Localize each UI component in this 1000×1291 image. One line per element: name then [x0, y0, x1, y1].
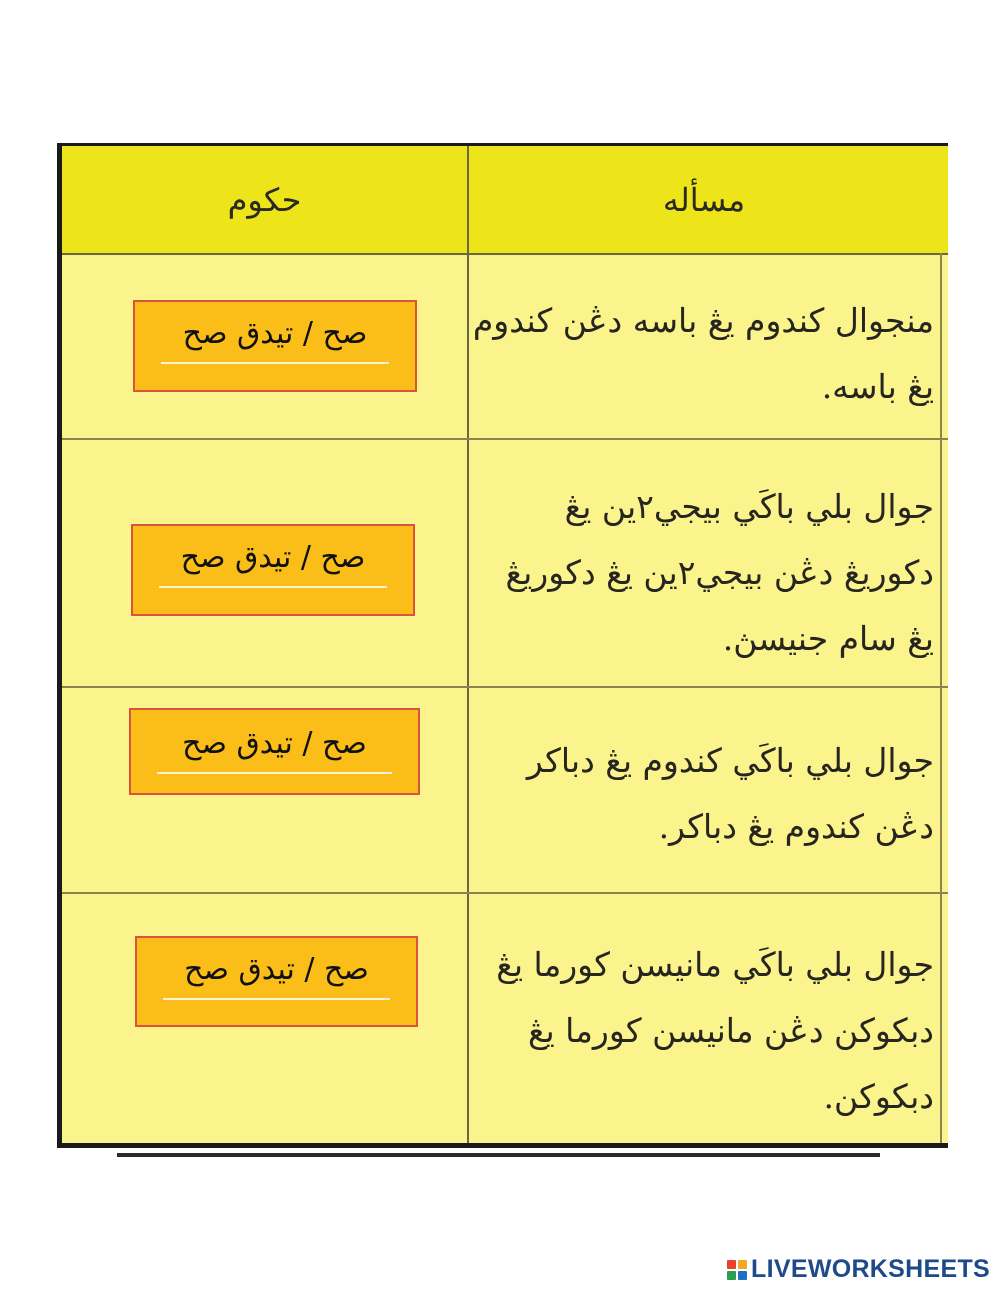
answer-choice-2[interactable]: صح / تيدق صح: [180, 540, 366, 575]
answer-choice-1[interactable]: صح / تيدق صح: [182, 316, 368, 351]
logo-icon: [727, 1260, 747, 1280]
logo-square: [727, 1260, 736, 1269]
row-divider: [62, 892, 948, 894]
question-1: منجوال كندوم يڠ باسه دڠن كندوم يڠ باسه.: [472, 301, 934, 406]
header-verdict: حكوم: [227, 180, 302, 219]
answer-box-1[interactable]: [133, 300, 417, 392]
answer-box-3[interactable]: [129, 708, 420, 795]
answer-choice-4[interactable]: صح / تيدق صح: [184, 952, 369, 987]
logo-text: LIVEWORKSHEETS: [751, 1255, 990, 1283]
logo-square: [727, 1271, 736, 1280]
answer-box-2[interactable]: [131, 524, 415, 616]
column-divider: [467, 146, 469, 1143]
answer-choice-3[interactable]: صح / تيدق صح: [182, 726, 367, 761]
question-4: جوال بلي باكَي مانيسن كورما يڠ دبكوكن دڠن مانيسن كورما يڠ دبكوكن.: [496, 945, 934, 1116]
answer-underline: [159, 586, 387, 588]
row-divider: [62, 438, 948, 440]
header-question: مسأله: [662, 180, 746, 219]
row-divider: [62, 686, 948, 688]
bottom-rule: [117, 1153, 880, 1157]
answer-underline: [157, 772, 392, 774]
liveworksheets-logo: [727, 1255, 990, 1284]
answer-underline: [161, 362, 389, 364]
logo-square: [738, 1271, 747, 1280]
answer-underline: [163, 998, 390, 1000]
logo-square: [738, 1260, 747, 1269]
answer-box-4[interactable]: [135, 936, 418, 1027]
question-2: جوال بلي باكَي بيجي٢ين يڠ دكوريڠ دڠن بيجي٢ين يڠ دكوريڠ يڠ سام جنيسڽ.: [505, 487, 934, 658]
right-border: [940, 253, 942, 1143]
question-3: جوال بلي باكَي كندوم يڠ دباكر دڠن كندوم يڠ دباكر.: [526, 741, 934, 846]
